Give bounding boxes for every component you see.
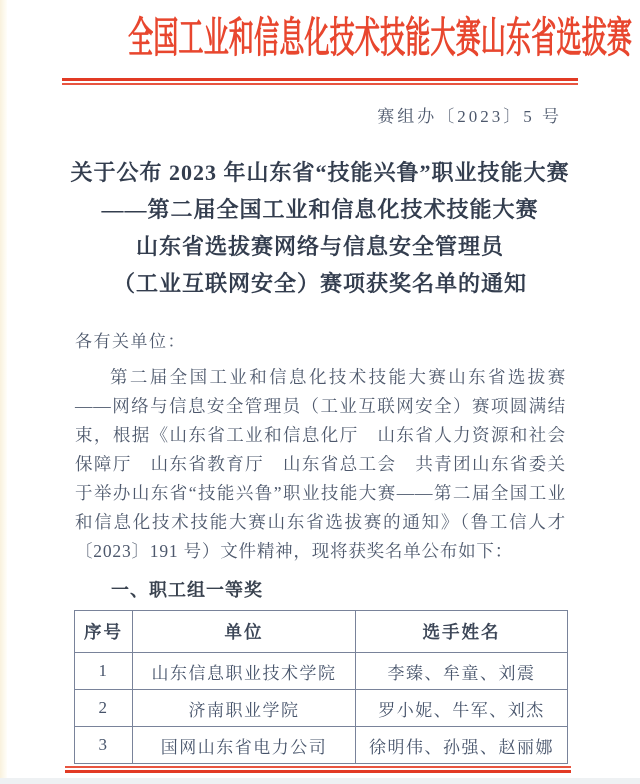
- doc-number: 赛组办〔2023〕5 号: [377, 107, 562, 126]
- title-line-4: （工业互联网安全）赛项获奖名单的通知: [112, 271, 527, 296]
- body-paragraph: 第二届全国工业和信息化技术技能大赛山东省选拔赛——网络与信息安全管理员（工业互联网安全）赛项圆满结束，根据《山东省工业和信息化厅 山东省人力资源和社会保障厅 山东省教育厅 山东省总工会 共青团山东省委关于举办山东省“技能兴鲁”职业技能大赛——第二届全国工业和信息化技术技能大赛山东省选拔赛的通知》（鲁工信人才〔2023〕191 号）文件精神，现将获奖名单公布如下：: [75, 367, 566, 561]
- red-divider-bottom-thick-bar: [65, 770, 571, 773]
- banner-title: 全国工业和信息化技术技能大赛山东省选拔赛: [128, 16, 633, 62]
- cell-unit: 山东信息职业技术学院: [133, 653, 356, 690]
- cell-names: 徐明伟、孙强、赵丽娜: [356, 727, 568, 764]
- table-row: [75, 727, 568, 764]
- table-row: [75, 653, 568, 690]
- red-divider-top-thin-bar: [62, 83, 578, 85]
- cell-index: 3: [75, 727, 133, 764]
- cell-index: 2: [75, 690, 133, 727]
- col-header-unit: 单位: [133, 611, 356, 653]
- scan-edge-bottom: [0, 778, 640, 784]
- cell-index: 1: [75, 653, 133, 690]
- cell-unit: 济南职业学院: [133, 690, 356, 727]
- col-header-index: 序号: [75, 611, 133, 653]
- table-header-row: [75, 611, 568, 653]
- awards-table: [74, 610, 568, 764]
- cell-unit: 国网山东省电力公司: [133, 727, 356, 764]
- document-title: [0, 154, 640, 302]
- scan-edge-left: [0, 0, 7, 784]
- red-divider-top: [62, 78, 578, 85]
- table-row: [75, 690, 568, 727]
- title-line-2: ——第二届全国工业和信息化技术技能大赛: [101, 197, 539, 222]
- title-line-3: 山东省选拔赛网络与信息安全管理员: [135, 234, 504, 259]
- cell-names: 罗小妮、牛军、刘杰: [356, 690, 568, 727]
- col-header-names: 选手姓名: [356, 611, 568, 653]
- cell-names: 李臻、牟童、刘震: [356, 653, 568, 690]
- title-line-1: 关于公布 2023 年山东省“技能兴鲁”职业技能大赛: [70, 160, 570, 185]
- salutation: 各有关单位：: [75, 332, 186, 351]
- section-heading: 一、职工组一等奖: [111, 580, 263, 600]
- red-divider-bottom: [65, 766, 571, 773]
